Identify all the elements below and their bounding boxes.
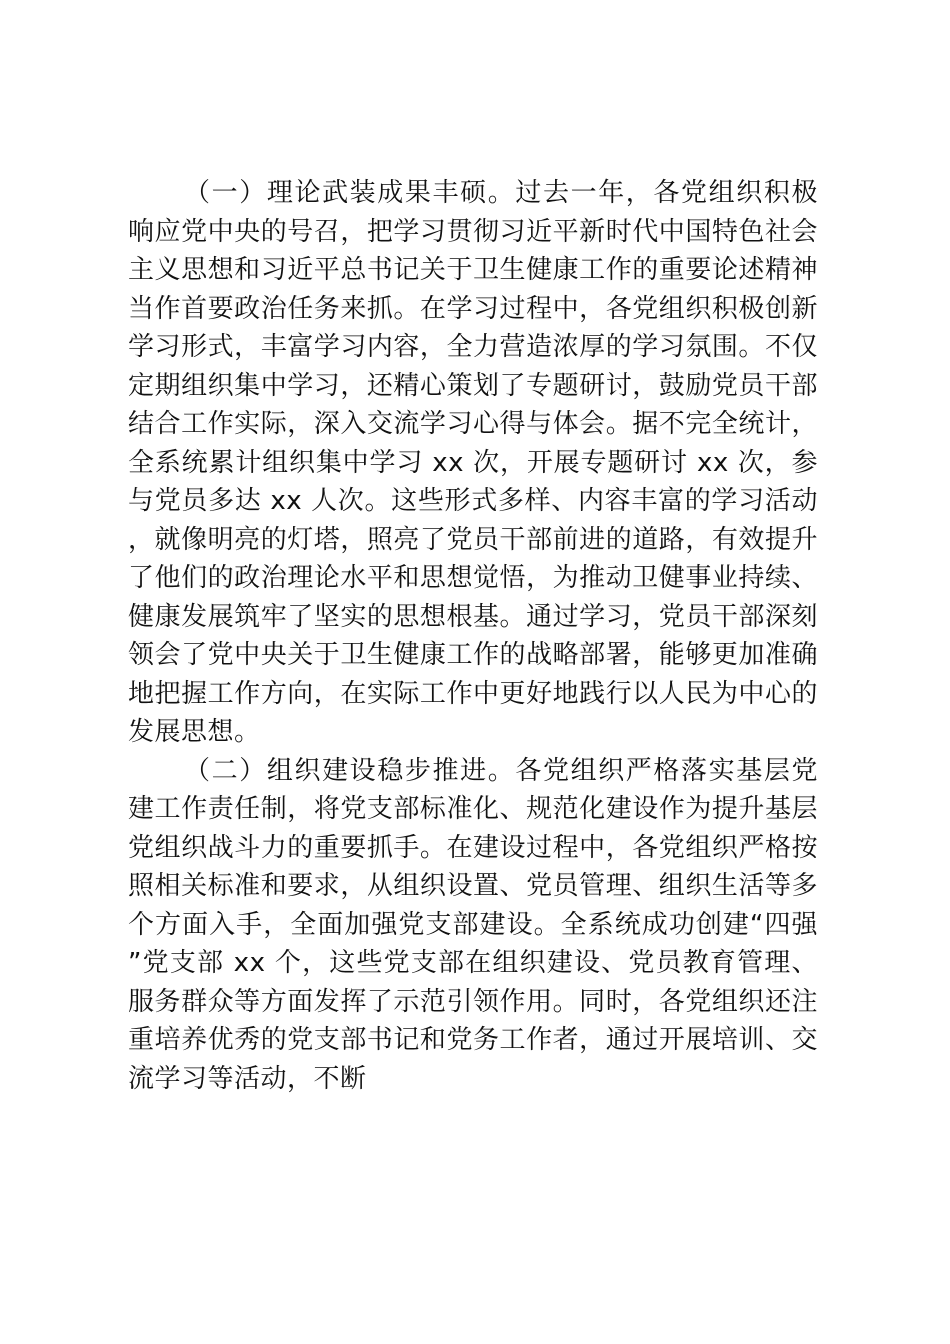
paragraph-organization-building: （二）组织建设稳步推进。各党组织严格落实基层党建工作责任制，将党支部标准化、规范化建设作为提升基层党组织战斗力的重要抓手。在建设过程中，各党组织严格按照相关标准和要求，从组织设置、党员管理、组织生活等多个方面入手，全面加强党支部建设。全系统成功创建“四强”党支部 xx 个，这些党支部在组织建设、党员教育管理、服务群众等方面发挥了示范引领作用。同时，各党组织还注重培养优秀的党支部书记和党务工作者，通过开展培训、交流学习等活动，不断 — [128, 755, 818, 1094]
document-body — [128, 174, 818, 1098]
paragraph-theory-armament: （一）理论武装成果丰硕。过去一年，各党组织积极响应党中央的号召，把学习贯彻习近平新时代中国特色社会主义思想和习近平总书记关于卫生健康工作的重要论述精神当作首要政治任务来抓。在学习过程中，各党组织积极创新学习形式，丰富学习内容，全力营造浓厚的学习氛围。不仅定期组织集中学习，还精心策划了专题研讨，鼓励党员干部结合工作实际，深入交流学习心得与体会。据不完全统计，全系统累计组织集中学习 xx 次，开展专题研讨 xx 次，参与党员多达 xx 人次。这些形式多样、内容丰富的学习活动，就像明亮的灯塔，照亮了党员干部前进的道路，有效提升了他们的政治理论水平和思想觉悟，为推动卫健事业持续、健康发展筑牢了坚实的思想根基。通过学习，党员干部深刻领会了党中央关于卫生健康工作的战略部署，能够更加准确地把握工作方向，在实际工作中更好地践行以人民为中心的发展思想。 — [128, 178, 818, 747]
